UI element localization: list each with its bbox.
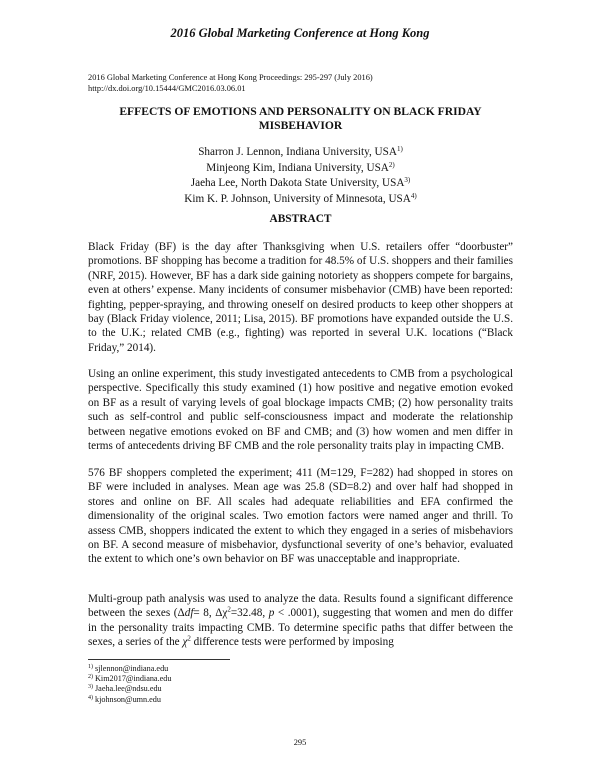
footnote: $^{4)}$ kjohnson@umn.edu xyxy=(88,694,161,704)
citation-block xyxy=(88,72,518,94)
author: Jaeha Lee, North Dakota State University, USA$^{3)}$ xyxy=(190,176,411,189)
abstract-paragraph: 576 BF shoppers completed the experiment; 411 (M=129, F=282) had shopped in stores on BF were included in analyses. Mean age was 25.8 (SD=8.2) and over half had shopped in stores and online on BF. All scales had adequate reliabilities and EFA confirmed the dimensionality of the original scales. Two emotion factors were named anger and thrill. To assess CMB, shoppers indicated the extent to which they engaged in a series of misbehaviors on BF. A second measure of misbehavior, dysfunctional severity of one’s behavior, evaluated the extent to which one’s own behavior on BF was unacceptable and inappropriate. xyxy=(88,467,513,566)
author: Minjeong Kim, Indiana University, USA$^{2)}$ xyxy=(206,160,395,174)
footnote-divider xyxy=(88,659,230,660)
paper-title xyxy=(88,105,513,133)
email-link[interactable]: sjlennon@indiana.edu xyxy=(95,664,169,673)
abstract-paragraph: Black Friday (BF) is the day after Thanksgiving when U.S. retailers offer “doorbuster” promotions. BF shopping has become a tradition for 48.5% of U.S. shoppers and their families (NRF, 2015). However, BF has a dark side gaining notoriety as shoppers compete for bargains, even at others’ expense. Many incidents of consumer misbehavior (CMB) have been reported: fighting, pepper-spraying, and throwing oneself on desired products to keep other shoppers at bay (Black Friday violence, 2011; Lisa, 2015). BF promotions have expanded outside the U.S. to the U.K.; related CMB (e.g., fighting) was reported in several U.K. locations (“Black Friday,” 2014). xyxy=(88,241,513,354)
footnotes xyxy=(88,664,388,705)
email-link[interactable]: kjohnson@umn.edu xyxy=(95,694,161,704)
footnote: $^{1)}$ sjlennon@indiana.edu xyxy=(88,664,169,673)
email-link[interactable]: Kim2017@indiana.edu xyxy=(95,674,172,684)
abstract-heading: ABSTRACT xyxy=(269,213,332,225)
email-link[interactable]: Jaeha.lee@ndsu.edu xyxy=(95,684,162,694)
author-list xyxy=(88,145,513,207)
conference-header: 2016 Global Marketing Conference at Hong Kong xyxy=(170,26,430,40)
doi-link[interactable]: http://dx.doi.org/10.15444/GMC2016.03.06.01 xyxy=(88,84,246,93)
page-number: 295 xyxy=(293,738,307,747)
author: Sharron J. Lennon, Indiana University, USA$^{1)}$ xyxy=(198,145,403,158)
citation-line: 2016 Global Marketing Conference at Hong Kong Proceedings: 295-297 (July 2016) xyxy=(88,73,373,82)
abstract-paragraph: Multi-group path analysis was used to analyze the data. Results found a significant difference between the sexes (Δdf= 8, $\Delta\chi^2=32.48$, p < .0001), suggesting that women and men do differ in the personality traits impacting CMB. To determine specific paths that differ between the sexes, a series of the $\chi^2$ difference tests were performed by imposing xyxy=(88,593,513,649)
title-line: MISBEHAVIOR xyxy=(258,119,343,132)
footnote: $^{3)}$ Jaeha.lee@ndsu.edu xyxy=(88,684,162,694)
footnote: $^{2)}$ Kim2017@indiana.edu xyxy=(88,674,172,684)
title-line: EFFECTS OF EMOTIONS AND PERSONALITY ON BLACK FRIDAY xyxy=(119,105,482,118)
author: Kim K. P. Johnson, University of Minnesota, USA$^{4)}$ xyxy=(184,191,417,205)
abstract-paragraph: Using an online experiment, this study investigated antecedents to CMB from a psychological perspective. Specifically this study examined (1) how positive and negative emotion evoked on BF as a result of varying levels of goal blockage impacts CMB; (2) how personality traits such as self-control and public self-consciousness impact and moderate the relationship between negative emotions evoked on BF and CMB; and (3) how women and men differ in terms of antecedents driving BF CMB and the role personality traits play in impacting CMB. xyxy=(88,368,513,453)
